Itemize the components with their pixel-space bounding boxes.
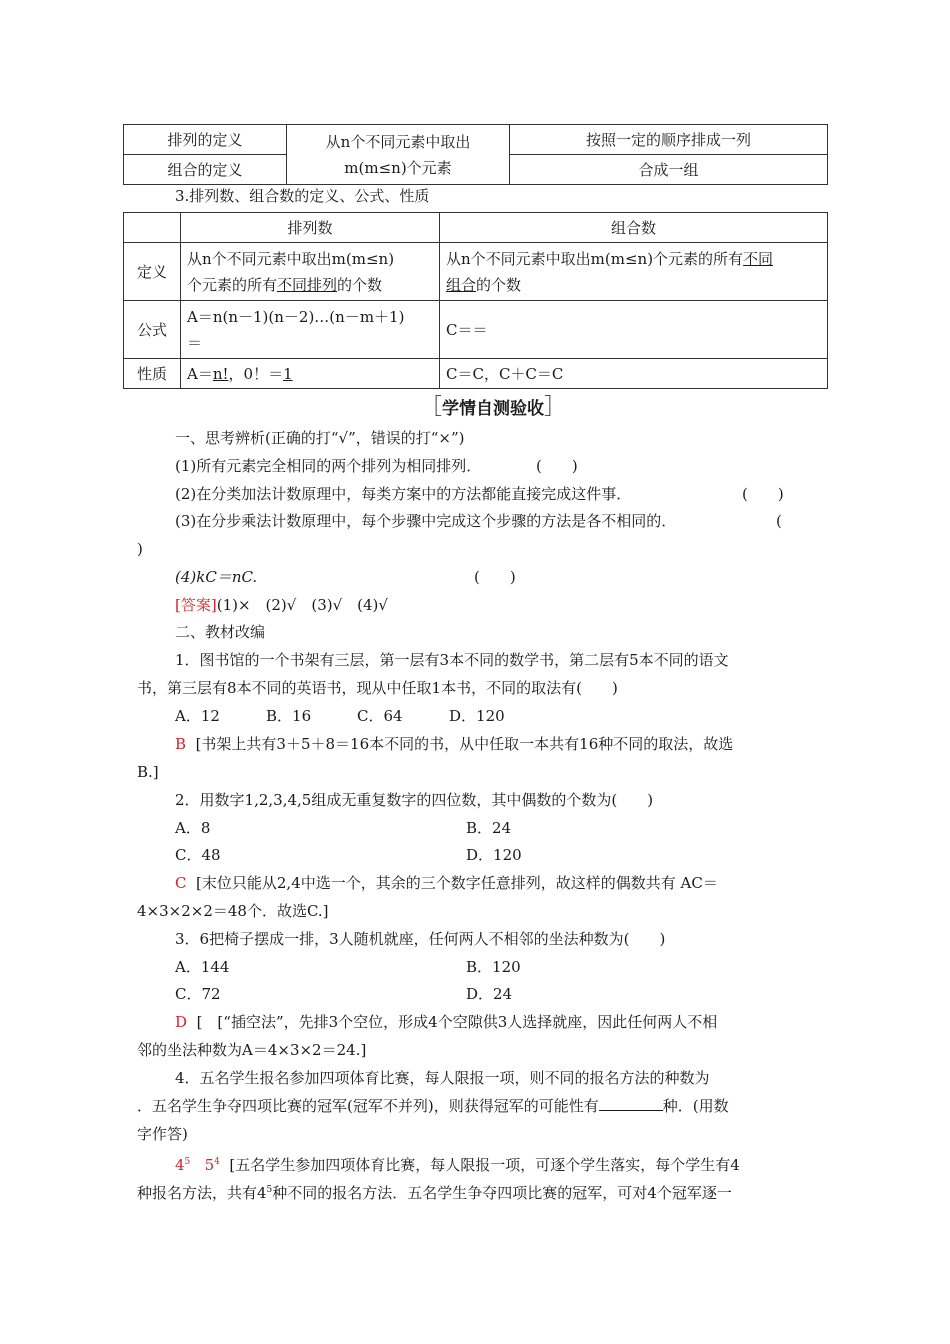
perm-property xyxy=(181,359,440,389)
row-label-formula: 公式 xyxy=(124,301,181,359)
p3-option-c: C．72 xyxy=(175,985,221,1003)
comb-def-label: 组合的定义 xyxy=(124,155,287,185)
definition-table xyxy=(123,124,828,185)
perm-prop-a: A＝ xyxy=(187,364,213,383)
perm-def-result: 按照一定的顺序排成一列 xyxy=(510,125,828,155)
fill-in-blank xyxy=(599,1096,663,1111)
banner-bracket-left: ［ xyxy=(419,395,442,420)
p4-answer-1-exp: 5 xyxy=(184,1157,191,1167)
p1-explanation-line2: B.] xyxy=(137,763,159,781)
p2-option-c: C．48 xyxy=(175,846,221,864)
p4-explanation-line1 xyxy=(175,1152,740,1175)
perm-formula xyxy=(181,301,440,359)
p3-option-d: D．24 xyxy=(466,985,513,1003)
q3-paren-close: ) xyxy=(137,540,143,558)
comb-def-result: 合成一组 xyxy=(510,155,828,185)
perm-def-text-b: 个元素的所有 xyxy=(187,275,278,294)
p1-option-d: D．120 xyxy=(449,707,505,725)
perm-formula-line2: ＝ xyxy=(187,333,203,352)
p4-line2 xyxy=(137,1096,729,1116)
self-test-banner xyxy=(408,396,578,420)
p1-explanation-text: [书架上共有3＋5＋8＝16本不同的书，从中任取一本共有16种不同的取法，故选 xyxy=(195,735,734,753)
q4-text: (4)kC＝nC. xyxy=(175,568,258,586)
shared-def-line2: m(m≤n)个元素 xyxy=(344,158,452,177)
p1-option-b: B．16 xyxy=(266,707,312,725)
p4-line1: 4．五名学生报名参加四项体育比赛，每人限报一项，则不同的报名方法的种数为 xyxy=(175,1069,710,1087)
p4-answer-2-exp: 4 xyxy=(214,1157,220,1167)
perm-prop-underlined-1: n! xyxy=(212,364,229,383)
p2-option-b: B．24 xyxy=(466,819,512,837)
p2-option-d: D．120 xyxy=(466,846,522,864)
q3-paren-open: ( xyxy=(776,512,782,530)
perm-definition xyxy=(181,243,440,301)
formula-table xyxy=(123,212,828,389)
p1-answer: B xyxy=(175,735,187,753)
banner-title: 学情自测验收 xyxy=(442,399,544,419)
row-label-definition: 定义 xyxy=(124,243,181,301)
q1-text: (1)所有元素完全相同的两个排列为相同排列． xyxy=(175,457,482,475)
perm-def-label: 排列的定义 xyxy=(124,125,287,155)
q2-answer-paren: ( ) xyxy=(742,485,784,503)
q1-answer-paren: ( ) xyxy=(536,457,578,475)
comb-formula: C＝＝ xyxy=(440,301,828,359)
p3-answer: D xyxy=(175,1013,188,1031)
q4-answer-paren: ( ) xyxy=(474,568,516,586)
p4-exp2-sup: 5 xyxy=(266,1185,273,1195)
p4-answer-2 xyxy=(205,1156,220,1174)
shared-def-line1: 从n个不同元素中取出 xyxy=(325,132,471,151)
banner-bracket-right: ］ xyxy=(544,395,567,420)
p2-option-a: A．8 xyxy=(175,819,211,837)
p4-explanation-text: [五名学生参加四项体育比赛，每人限报一项，可逐个学生落实，每个学生有4 xyxy=(229,1156,740,1174)
perm-prop-underlined-2: 1 xyxy=(283,364,293,383)
comb-def-text-c: 的个数 xyxy=(476,275,522,294)
perm-prop-b: ，0！＝ xyxy=(228,364,284,383)
p1-line1: 1．图书馆的一个书架有三层，第一层有3本不同的数学书，第二层有5本不同的语文 xyxy=(175,651,729,669)
part1-answer xyxy=(175,595,388,615)
p1-option-c: C．64 xyxy=(357,707,403,725)
p1-explanation-line1 xyxy=(175,734,733,754)
q2-text: (2)在分类加法计数原理中，每类方案中的方法都能直接完成这件事． xyxy=(175,485,632,503)
p3-explanation-text: [ [“插空法”，先排3个空位，形成4个空隙供3人选择就座，因此任何两人不相 xyxy=(196,1013,718,1031)
corner-cell xyxy=(124,213,181,243)
perm-formula-line1: A＝n(n－1)(n－2)…(n－m＋1) xyxy=(187,307,405,326)
p3-explanation-line2: 邻的坐法种数为A＝4×3×2＝24.] xyxy=(137,1041,367,1059)
perm-def-text-a: 从n个不同元素中取出m(m≤n) xyxy=(187,249,395,268)
p2-answer: C xyxy=(175,874,187,892)
section-3-title: 3.排列数、组合数的定义、公式、性质 xyxy=(175,187,430,205)
p4-line2-tail: 种．(用数 xyxy=(662,1097,729,1115)
p4-exp2-b: 种不同的报名方法．五名学生争夺四项比赛的冠军，可对4个冠军逐一 xyxy=(272,1184,732,1202)
p1-option-a: A．12 xyxy=(175,707,220,725)
p3-option-b: B．120 xyxy=(466,958,521,976)
p2-explanation-line2: 4×3×2×2＝48个．故选C.] xyxy=(137,902,329,920)
p3-line1: 3．6把椅子摆成一排，3人随机就座，任何两人不相邻的坐法种数为( ) xyxy=(175,930,666,948)
p3-option-a: A．144 xyxy=(175,958,230,976)
shared-definition xyxy=(287,125,510,185)
p4-line2-text: ．五名学生争夺四项比赛的冠军(冠军不并列)，则获得冠军的可能性有 xyxy=(137,1097,599,1115)
perm-def-text-c: 的个数 xyxy=(337,275,383,294)
p3-explanation-line1 xyxy=(175,1012,717,1032)
part1-title: 一、思考辨析(正确的打“√”，错误的打“×”) xyxy=(175,429,465,447)
comb-property: C＝C，C＋C＝C xyxy=(440,359,828,389)
p2-explanation-text: [末位只能从2,4中选一个，其余的三个数字任意排列，故这样的偶数共有 AC＝ xyxy=(196,874,718,892)
p1-line2: 书，第三层有8本不同的英语书，现从中任取1本书，不同的取法有( ) xyxy=(137,679,618,697)
answer-text: (1)× (2)√ (3)√ (4)√ xyxy=(216,596,388,614)
p2-explanation-line1 xyxy=(175,873,718,893)
answer-label: [答案] xyxy=(175,596,217,614)
p4-answer-2-base: 5 xyxy=(204,1156,215,1174)
header-combination: 组合数 xyxy=(440,213,828,243)
comb-definition xyxy=(440,243,828,301)
part2-title: 二、教材改编 xyxy=(175,623,266,641)
comb-def-text-a: 从n个不同元素中取出m(m≤n)个元素的所有 xyxy=(446,249,744,268)
q3-text: (3)在分步乘法计数原理中，每个步骤中完成这个步骤的方法是各不相同的． xyxy=(175,512,677,530)
p2-line1: 2．用数字1,2,3,4,5组成无重复数字的四位数，其中偶数的个数为( ) xyxy=(175,791,654,809)
perm-def-underlined: 不同排列 xyxy=(277,275,338,294)
p4-answer-1-base: 4 xyxy=(175,1156,185,1174)
p4-explanation-line2 xyxy=(137,1180,732,1203)
header-permutation: 排列数 xyxy=(181,213,440,243)
comb-def-underlined-2: 组合 xyxy=(446,275,477,294)
row-label-property: 性质 xyxy=(124,359,181,389)
p4-exp2-a: 种报名方法，共有4 xyxy=(137,1184,267,1202)
comb-def-underlined-1: 不同 xyxy=(743,249,774,268)
p4-answer-1 xyxy=(175,1156,190,1174)
p4-line3: 字作答) xyxy=(137,1125,188,1143)
